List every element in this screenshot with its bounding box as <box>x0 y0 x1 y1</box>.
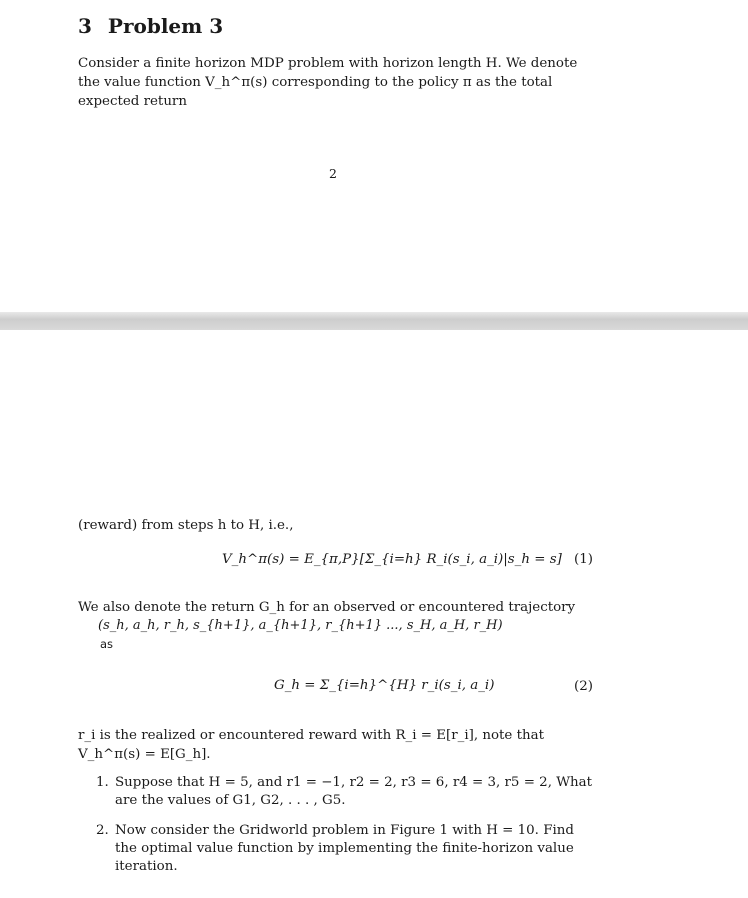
page-bottom <box>0 330 748 898</box>
equation-2-number: (2) <box>574 679 593 694</box>
question-1 <box>96 774 596 810</box>
equation-2: G_h = Σ_{i=h}^{H} r_i(s_i, a_i) <box>274 678 495 693</box>
equation-1-number: (1) <box>574 552 593 567</box>
question-2-label: 2. <box>96 823 109 838</box>
intro-paragraph: Consider a finite horizon MDP problem with horizon length H. We denote the value function V_h^π(s) corresponding to the policy π as the total expected return <box>78 56 578 109</box>
page-separator <box>0 312 748 330</box>
page-number: 2 <box>329 166 337 181</box>
trajectory: (s_h, a_h, r_h, s_{h+1}, a_{h+1}, r_{h+1} ..., s_H, a_H, r_H) <box>98 618 503 633</box>
as-word: as <box>100 637 114 651</box>
question-2 <box>96 822 596 876</box>
question-2-text: Now consider the Gridworld problem in Figure 1 with H = 10. Find the optimal value function by implementing the finite-horizon value iteration. <box>115 823 574 874</box>
note-paragraph: r_i is the realized or encountered reward with R_i = E[r_i], note that V_h^π(s) = E[G_h]. <box>78 728 544 762</box>
question-1-text: Suppose that H = 5, and r1 = −1, r2 = 2, r3 = 6, r4 = 3, r5 = 2, What are the values of G1, G2, . . . , G5. <box>115 775 592 808</box>
question-1-label: 1. <box>96 775 109 790</box>
equation-1: V_h^π(s) = E_{π,P}[Σ_{i=h} R_i(s_i, a_i)|s_h = s] <box>222 552 562 567</box>
section-number: 3 <box>78 14 92 38</box>
section-title: Problem 3 <box>107 14 224 38</box>
page-top <box>0 0 748 314</box>
continuation-paragraph: (reward) from steps h to H, i.e., <box>78 518 294 533</box>
return-paragraph: We also denote the return G_h for an observed or encountered trajectory <box>78 600 576 615</box>
section-heading <box>78 14 223 38</box>
